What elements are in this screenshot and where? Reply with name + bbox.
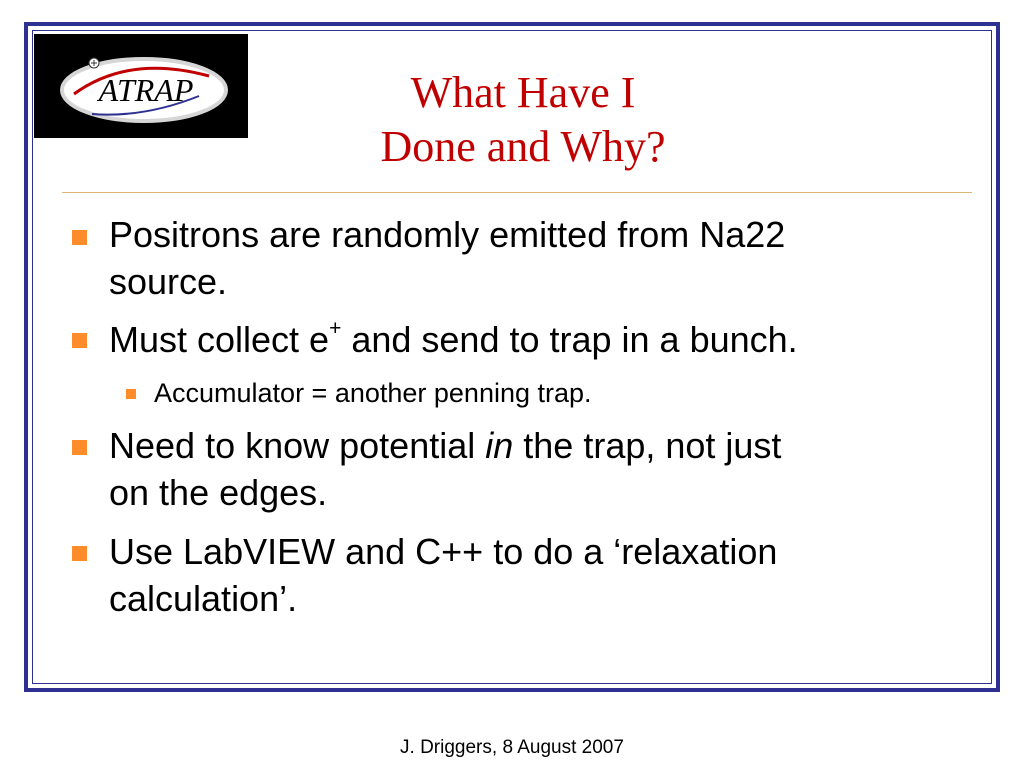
bullet-text-line: [109, 424, 969, 468]
sub-bullet-square-icon: [126, 389, 136, 399]
bullet-text-part: and send to trap in a bunch.: [341, 319, 798, 360]
bullet-text-line: Use LabVIEW and C++ to do a ‘relaxation: [109, 531, 778, 572]
bullet-text-line: calculation’.: [109, 578, 298, 619]
bullet-square-icon: [72, 333, 87, 348]
bullet-square-icon: [72, 440, 87, 455]
bullet-text-line: source.: [109, 261, 228, 302]
slide-title: [250, 66, 796, 174]
atrap-logo-graphic: [34, 34, 248, 138]
bullet-square-icon: [72, 230, 87, 245]
bullet-text-line: Positrons are randomly emitted from Na22: [109, 214, 786, 255]
title-divider: [62, 192, 972, 193]
bullet-square-icon: [72, 546, 87, 561]
bullet-text-part: Need to know potential: [109, 425, 486, 466]
title-line-1: What Have I: [410, 68, 636, 117]
title-line-2: Done and Why?: [380, 122, 666, 171]
sub-bullet-text: Accumulator = another penning trap.: [154, 378, 592, 408]
slide-footer: J. Driggers, 8 August 2007: [400, 737, 624, 758]
bullet-text-part: Must collect e: [109, 319, 330, 360]
bullet-text-line: [109, 318, 969, 362]
logo-text: ATRAP: [98, 72, 194, 108]
atrap-logo: [34, 34, 248, 138]
bullet-text-italic: in: [485, 425, 514, 466]
bullet-text-line: on the edges.: [109, 472, 328, 513]
superscript-plus: +: [329, 317, 342, 340]
bullet-text-part: the trap, not just: [513, 425, 782, 466]
